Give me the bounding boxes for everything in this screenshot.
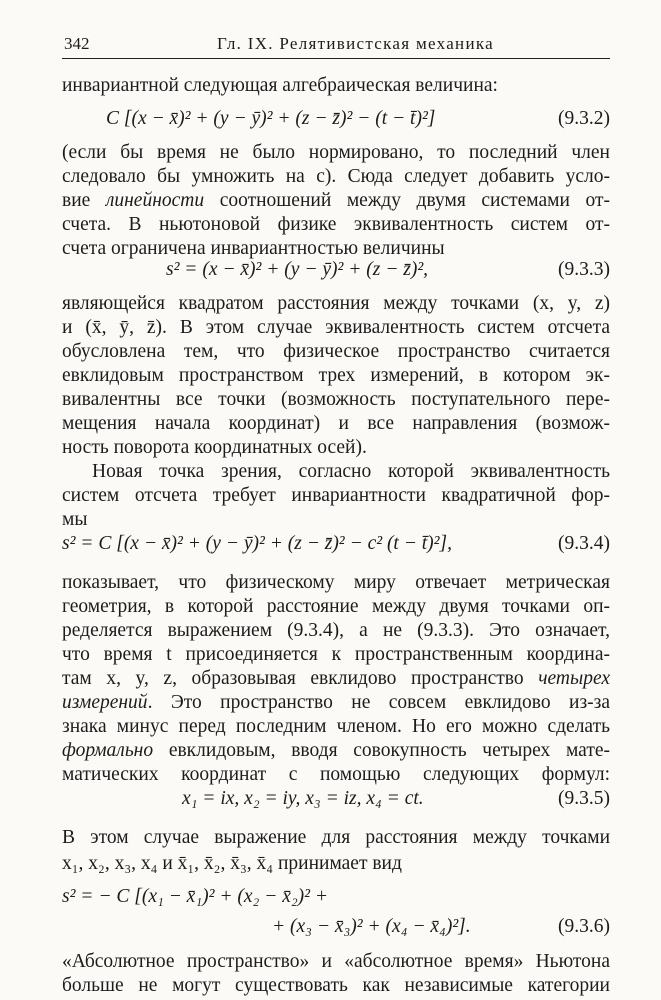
equation-9-3-2 bbox=[62, 106, 610, 132]
text-line bbox=[62, 739, 610, 763]
equation-number: (9.3.2) bbox=[558, 108, 610, 129]
equation-number: (9.3.4) bbox=[558, 533, 610, 554]
text-line: матических координат с помощью следующих формул: bbox=[62, 764, 610, 785]
text-line: вивалентны все точки (возможность поступательного пере- bbox=[62, 389, 610, 410]
equation-formula: s² = − C [(x₁ − x̄₁)² + (x₂ − x̄₂)² + bbox=[62, 886, 329, 907]
equation-9-3-5 bbox=[62, 786, 610, 812]
text-line: геометрия, в которой расстояние между двумя точками оп- bbox=[62, 596, 610, 617]
text-line: обусловлена тем, что физическое пространство считается bbox=[62, 341, 610, 362]
equation-formula: C [(x − x̄)² + (y − ȳ)² + (z − z̄)² − (t − t̄)²] bbox=[106, 108, 436, 129]
text-line bbox=[62, 189, 610, 213]
equation-formula: + (x₃ − x̄₃)² + (x₄ − x̄₄)²]. bbox=[272, 916, 471, 937]
running-title: Гл. IX. Релятивистская механика bbox=[217, 34, 494, 53]
equation-9-3-4 bbox=[62, 531, 610, 557]
text-line bbox=[62, 667, 610, 691]
equation-9-3-6-line-1 bbox=[62, 884, 610, 910]
text-line: мы bbox=[62, 509, 88, 530]
equation-9-3-6-line-2 bbox=[62, 914, 610, 940]
text-run: там x, y, z, образовывая евклидово пространство bbox=[62, 668, 539, 689]
text-line: ределяется выражением (9.3.4), а не (9.3.3). Это означает, bbox=[62, 620, 610, 641]
text-line: (если бы время не было нормировано, то последний член bbox=[62, 142, 610, 163]
text-line: В этом случае выражение для расстояния между точками bbox=[62, 827, 610, 848]
equation-9-3-3 bbox=[62, 257, 610, 283]
equation-number: (9.3.6) bbox=[558, 916, 610, 937]
text-line: инвариантной следующая алгебраическая величина: bbox=[62, 75, 498, 96]
equation-number: (9.3.5) bbox=[558, 788, 610, 809]
text-line: что время t присоединяется к пространственным координа- bbox=[62, 644, 610, 665]
text-line: мещения начала координат) и все направления (возмож- bbox=[62, 413, 610, 434]
text-line: систем отсчета требует инвариантности квадратичной фор- bbox=[62, 485, 610, 506]
text-line: x₁, x₂, x₃, x₄ и x̄₁, x̄₂, x̄₃, x̄₄ принимает вид bbox=[62, 853, 402, 874]
text-line: счета ограничена инвариантностью величины bbox=[62, 238, 445, 259]
emphasis: четырех bbox=[538, 668, 610, 689]
equation-number: (9.3.3) bbox=[558, 259, 610, 280]
text-line: следовало бы умножить на c). Сюда следует добавить усло- bbox=[62, 166, 610, 187]
text-line: показывает, что физическому миру отвечает метрическая bbox=[62, 572, 610, 593]
text-run: соотношений между двумя системами от- bbox=[204, 190, 610, 211]
text-line: и (x̄, ȳ, z̄). В этом случае эквивалентность систем отсчета bbox=[62, 317, 610, 338]
emphasis: формально bbox=[62, 740, 154, 761]
text-run: вие bbox=[62, 190, 106, 211]
text-line: «Абсолютное пространство» и «абсолютное время» Ньютона bbox=[62, 951, 610, 972]
page-header bbox=[62, 34, 610, 59]
text-run: евклидовым, вводя совокупность четырех мате- bbox=[153, 740, 610, 761]
text-run: . Это пространство не совсем евклидово из-за bbox=[147, 692, 610, 713]
text-line: счета. В ньютоновой физике эквивалентность систем от- bbox=[62, 214, 610, 235]
equation-formula: s² = (x − x̄)² + (y − ȳ)² + (z − z̄)², bbox=[166, 259, 429, 280]
text-line: евклидовым пространством трех измерений, в котором эк- bbox=[62, 365, 610, 386]
equation-formula: x₁ = ix, x₂ = iy, x₃ = iz, x₄ = ct. bbox=[182, 788, 424, 809]
text-line: больше не могут существовать как независимые категории bbox=[62, 975, 610, 996]
equation-formula: s² = C [(x − x̄)² + (y − ȳ)² + (z − z̄)² − c² (t − t̄)²], bbox=[62, 533, 452, 554]
emphasis: линейности bbox=[105, 190, 205, 211]
page-number: 342 bbox=[64, 34, 90, 53]
text-line bbox=[62, 691, 610, 715]
text-line: знака минус перед последним членом. Но его можно сделать bbox=[62, 716, 610, 737]
text-line: ность поворота координатных осей). bbox=[62, 437, 367, 458]
text-line: Новая точка зрения, согласно которой эквивалентность bbox=[92, 461, 610, 482]
emphasis: измерений bbox=[62, 692, 148, 713]
text-line: являющейся квадратом расстояния между точками (x, y, z) bbox=[62, 293, 610, 314]
